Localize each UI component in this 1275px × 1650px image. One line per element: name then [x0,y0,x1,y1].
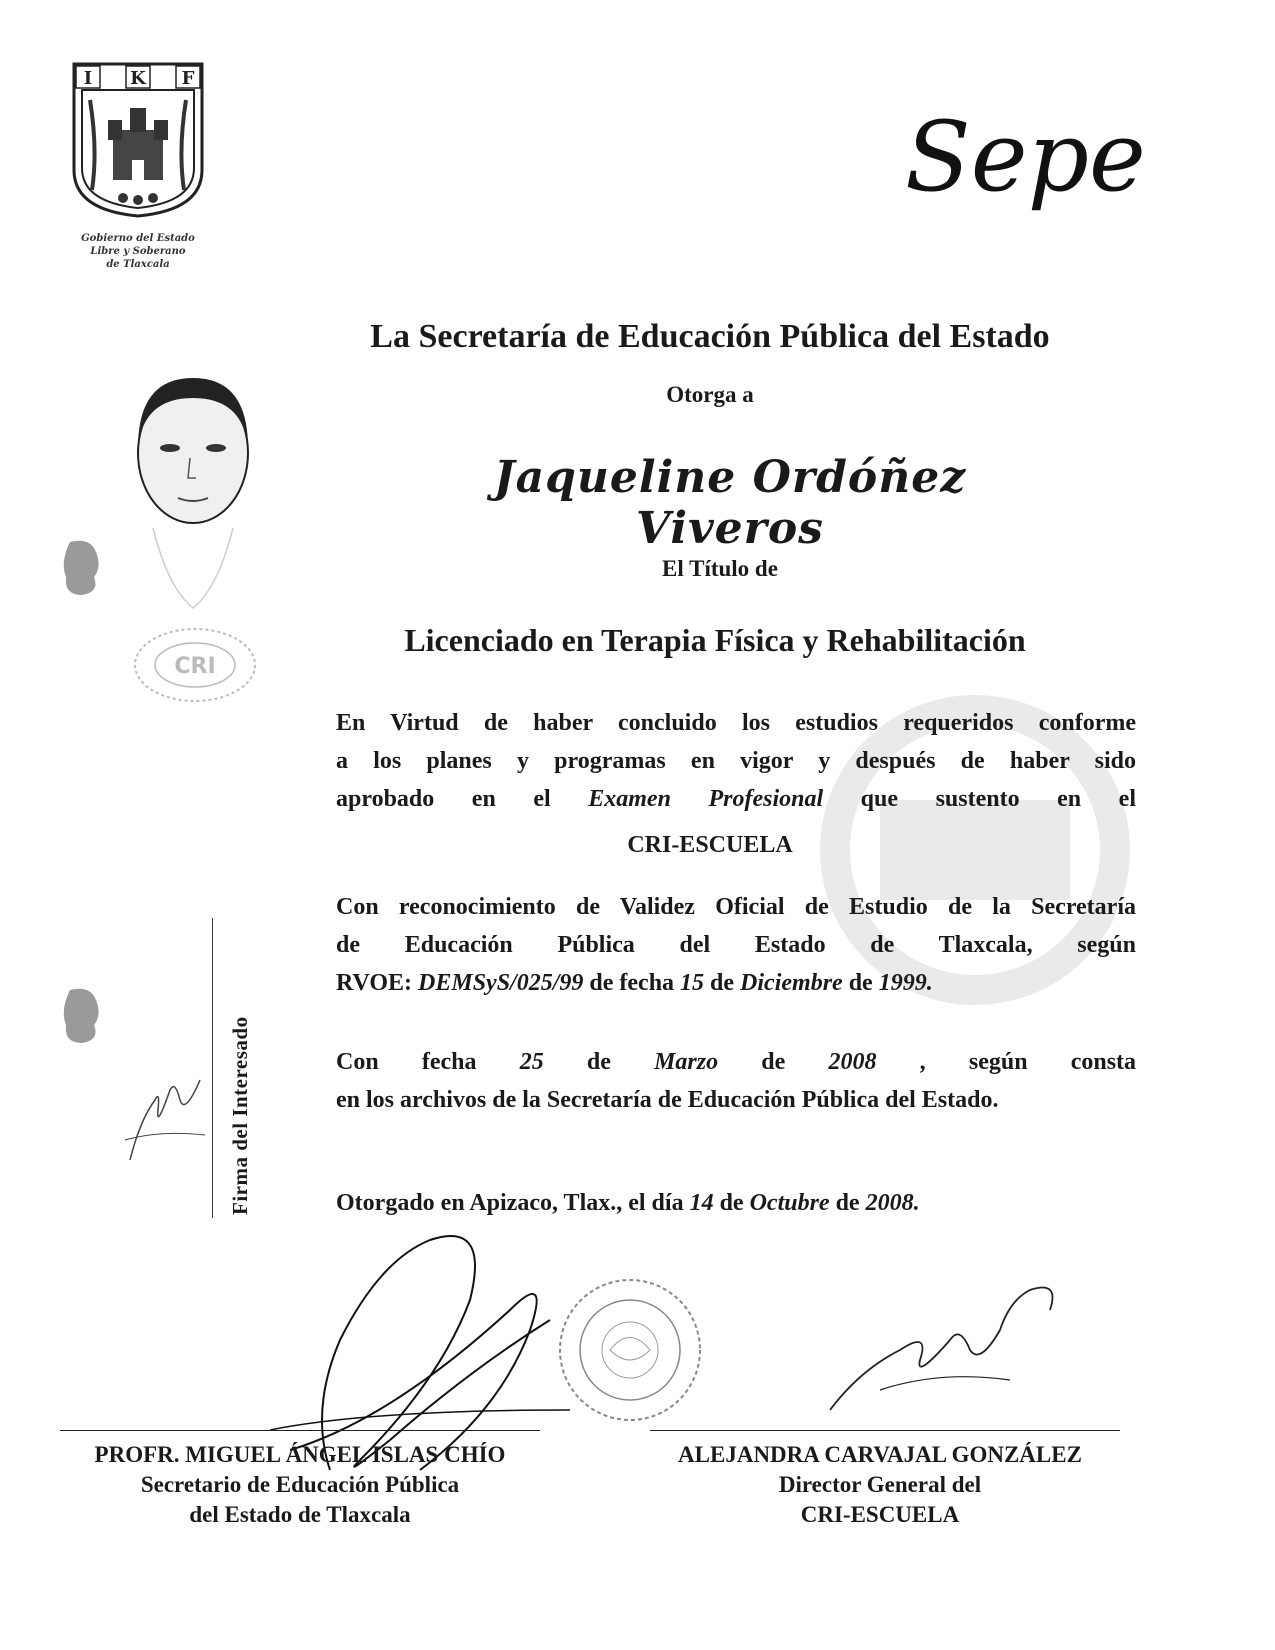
date-connector: de [719,1190,744,1216]
degree-title: Licenciado en Terapia Física y Rehabilitación [404,622,1026,658]
record-year: 2008 [828,1049,877,1075]
record-paragraph [336,1043,1136,1119]
paragraph-text: que sustento en el [860,786,1136,812]
paragraph-line: En Virtud de haber concluido los estudios requeridos conforme [336,710,1136,736]
rvoe-year: 1999. [878,970,933,996]
signature-line [60,1430,540,1431]
signatory-role: Secretario de Educación Pública [140,1472,460,1497]
cri-stamp [130,625,260,705]
crest-caption [58,232,218,271]
exam-type: Examen Profesional [588,786,824,812]
secretary-signature-block [60,1440,540,1530]
issued-prefix: Otorgado en Apizaco, Tlax., el día [336,1190,684,1216]
signatory-name: PROFR. MIGUEL ÁNGEL ISLAS CHÍO [94,1442,506,1467]
watermark-graphic [820,600,1130,1100]
rvoe-month: Diciembre [740,970,843,996]
date-connector: de [586,1049,611,1075]
paragraph-line [336,780,1136,818]
date-connector: de [761,1049,786,1075]
completion-paragraph [336,704,1136,818]
paragraph-line: de Educación Pública del Estado de Tlaxcala, según [336,932,1136,958]
crest-caption-line: de Tlaxcala [106,259,170,270]
thumbprint-mark [60,537,102,597]
fecha-label: de fecha [589,970,675,996]
rvoe-label: RVOE: [336,970,413,996]
director-signature [820,1270,1080,1420]
paragraph-line: a los planes y programas en vigor y después de haber sido [336,748,1136,774]
rvoe-code: DEMSyS/025/99 [418,970,584,996]
issued-day: 14 [689,1190,714,1216]
director-signature-block [640,1440,1120,1530]
issued-year: 2008. [865,1190,920,1216]
paragraph-line: en los archivos de la Secretaría de Educación Pública del Estado. [336,1087,999,1113]
thumbprint-mark [60,985,102,1045]
crest-letter-2: K [130,68,146,89]
paragraph-text: aprobado en el [336,786,551,812]
otorga-label: Otorga a [666,382,754,407]
recognition-paragraph [336,888,1136,1002]
crest-caption-line: Gobierno del Estado [81,233,195,244]
crest-letter-1: I [83,68,93,89]
signature-line-vertical [212,918,213,1218]
title-intro: El Título de [662,556,778,581]
signatory-name: ALEJANDRA CARVAJAL GONZÁLEZ [678,1442,1082,1467]
rvoe-day: 15 [680,970,705,996]
date-connector: de [835,1190,860,1216]
date-connector: de [848,970,873,996]
crest-letter-3: F [181,68,195,89]
stamp-text: CRI [174,654,216,679]
date-connector: de [710,970,735,996]
issuing-authority-heading: La Secretaría de Educación Pública del Estado [370,318,1050,355]
paragraph-text: , según consta [919,1049,1137,1075]
state-crest-logo [68,60,208,220]
sepe-logo-text: Sepe [905,101,1146,213]
record-date-line [336,1043,1136,1081]
school-name: CRI-ESCUELA [627,832,793,858]
rvoe-line [336,964,1136,1002]
signature-line [650,1430,1120,1431]
signatory-role: CRI-ESCUELA [800,1502,960,1527]
firma-interesado-label: Firma del Interesado [228,1016,252,1215]
record-month: Marzo [654,1049,719,1075]
record-day: 25 [519,1049,544,1075]
recipient-photo [118,358,268,618]
fecha-label: Con fecha [336,1049,477,1075]
recipient-name: Jaqueline Ordóñez Viveros [493,452,967,554]
signatory-role: Director General del [778,1472,982,1497]
issued-month: Octubre [749,1190,830,1216]
crest-caption-line: Libre y Soberano [90,246,186,257]
interested-party-signature [120,1060,210,1170]
paragraph-line: Con reconocimiento de Validez Oficial de Estudio de la Secretaría [336,894,1136,920]
signatory-role: del Estado de Tlaxcala [189,1502,411,1527]
sepe-logo [905,95,1175,235]
